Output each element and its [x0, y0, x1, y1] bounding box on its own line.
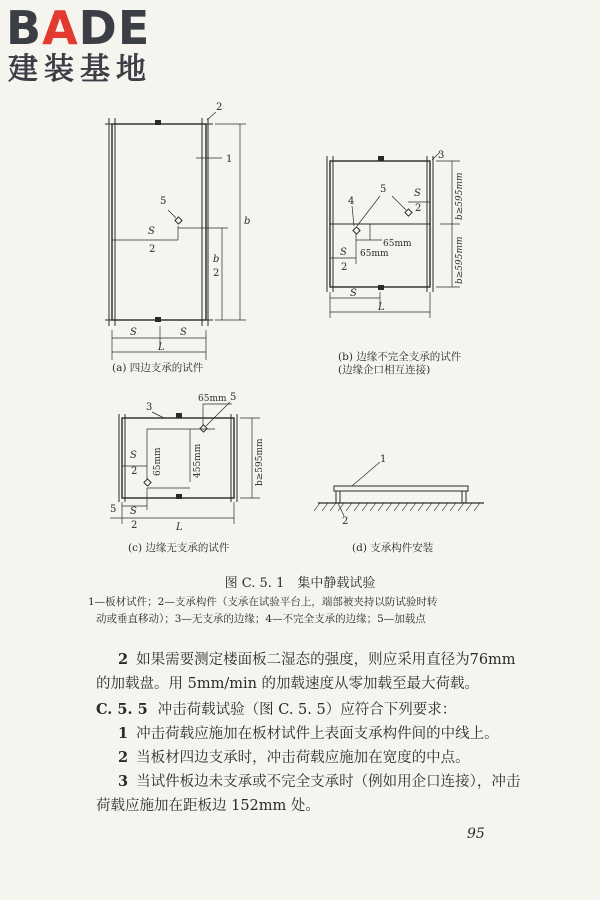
item-text: 冲击荷载应施加在板材试件上表面支承构件间的中线上。: [136, 726, 499, 742]
fig-d-label-2: 2: [342, 516, 349, 527]
fig-b-label-65mm-a: 65mm: [383, 239, 412, 249]
fig-c-label-l: L: [176, 522, 183, 533]
fig-b-label-s-mid: S: [340, 247, 347, 258]
caption-b-1: (b) 边缘不完全支承的试件: [338, 351, 462, 363]
item-text: 当板材四边支承时，冲击荷载应施加在宽度的中点。: [136, 750, 470, 766]
item-number: 2: [118, 651, 129, 668]
fig-b-label-l: L: [378, 302, 385, 313]
logo-letter-e: E: [117, 1, 151, 55]
fig-c-label-3: 3: [146, 402, 153, 413]
figure-b: [327, 152, 460, 318]
fig-c-label-65mm-side: 65mm: [153, 447, 163, 476]
fig-b-label-b595-top: b≥595mm: [455, 172, 465, 220]
item-number: 3: [118, 773, 129, 790]
item-number: 1: [118, 725, 129, 742]
figure-c-labels: [110, 392, 265, 533]
logo-letter-b: B: [6, 1, 43, 55]
fig-a-label-b: b: [244, 216, 251, 227]
fig-c-label-s-mid: S: [130, 450, 137, 461]
fig-c-label-65mm-top: 65mm: [198, 394, 227, 404]
fig-a-label-s: S: [148, 226, 155, 237]
clause-number: C. 5. 5: [96, 701, 148, 718]
fig-a-label-two: 2: [149, 244, 156, 255]
item-impact-width-mid: [96, 746, 548, 770]
caption-d: (d) 支承构件安装: [352, 542, 434, 554]
figure-legend: [88, 594, 518, 628]
fig-b-label-b595-bot: b≥595mm: [455, 236, 465, 284]
fig-c-label-b595: b≥595mm: [255, 438, 265, 486]
figure-d: [314, 462, 484, 516]
fig-a-label-s-right: S: [180, 327, 187, 338]
fig-a-label-b-half-2: 2: [213, 268, 220, 279]
fig-c-label-5-bot: 5: [110, 504, 117, 515]
fig-b-label-5: 5: [380, 184, 387, 195]
fig-c-label-5-top: 5: [230, 392, 237, 403]
clause-text: 冲击荷载试验（图 C. 5. 5）应符合下列要求：: [157, 702, 457, 718]
fig-a-label-s-left: S: [130, 327, 137, 338]
fig-a-label-1: 1: [226, 154, 233, 165]
item-impact-edge: [96, 770, 526, 818]
fig-c-label-s-bot: S: [130, 506, 137, 517]
fig-a-label-5: 5: [160, 196, 167, 207]
figure-title: 图 C. 5. 1 集中静载试验: [224, 576, 376, 591]
fig-b-label-s-bot: S: [350, 288, 357, 299]
clause-c55: [96, 698, 526, 722]
fig-a-label-l: L: [158, 342, 165, 353]
caption-a: (a) 四边支承的试件: [112, 362, 204, 374]
fig-b-label-65mm-b: 65mm: [360, 249, 389, 259]
fig-b-label-s-top: S: [414, 188, 421, 199]
figure-a-labels: [130, 102, 250, 353]
logo-letter-a: A: [42, 1, 79, 55]
figure-captions: [112, 350, 462, 554]
item-number: 2: [118, 749, 129, 766]
legend-line-1: 1—板材试件；2—支承构件（支承在试验平台上，端部被夹持以防试验时转: [88, 596, 438, 608]
figure-a: [105, 112, 246, 360]
caption-c: (c) 边缘无支承的试件: [128, 542, 230, 554]
logo-subtitle: 建装基地: [8, 52, 152, 87]
fig-a-label-b-half: b: [213, 254, 220, 265]
item-impact-midline: [96, 722, 548, 746]
item-text: 当试件板边未支承或不完全支承时（例如用企口连接），冲击荷载应施加在距板边 152mm 处。: [96, 774, 521, 814]
fig-d-label-1: 1: [380, 454, 387, 465]
fig-a-label-2: 2: [216, 102, 223, 113]
fig-c-label-two-mid: 2: [131, 466, 138, 477]
paragraph-text: 如果需要测定楼面板二湿态的强度，则应采用直径为76mm 的加载盘。用 5mm/min 的加载速度从零加载至最大荷载。: [96, 652, 516, 692]
fig-c-label-455mm: 455mm: [193, 443, 203, 478]
caption-b-2: (边缘企口相互连接): [338, 364, 431, 376]
legend-line-2: 动或垂直移动）；3—无支承的边缘；4—不完全支承的边缘；5—加载点: [96, 613, 426, 625]
logo-letter-d: D: [78, 1, 118, 55]
fig-c-label-two-bot: 2: [131, 520, 138, 531]
fig-b-label-4: 4: [348, 196, 355, 207]
fig-b-label-two-top: 2: [415, 203, 422, 214]
paragraph-load-disc: [96, 648, 526, 696]
page-number: 95: [467, 826, 485, 842]
fig-b-label-3: 3: [438, 150, 445, 161]
fig-b-label-two-mid: 2: [341, 262, 348, 273]
